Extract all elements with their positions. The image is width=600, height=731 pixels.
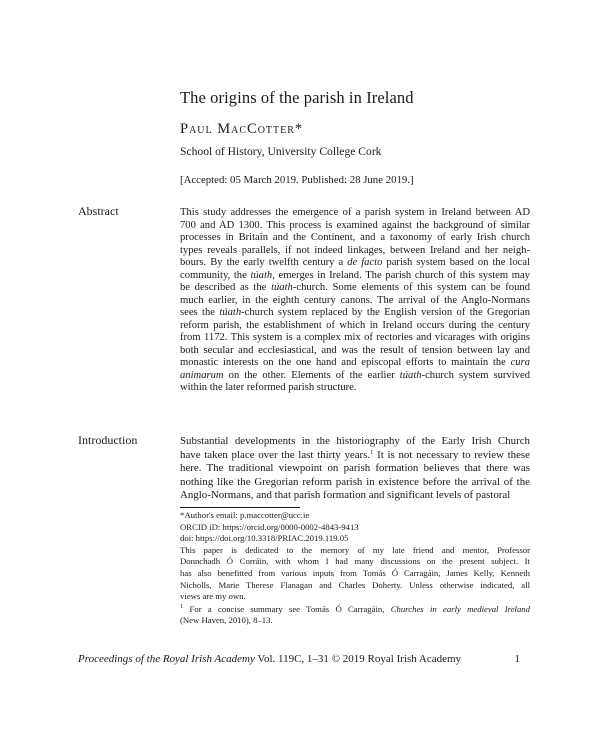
abstract-heading: Abstract (78, 204, 119, 218)
journal-name: Proceedings of the Royal Irish Academy (78, 653, 255, 665)
italic-term: túath (219, 307, 242, 318)
introduction-heading: Introduction (78, 433, 138, 447)
journal-citation: Vol. 119C, 1–31 © 2019 Royal Irish Academy (254, 653, 462, 665)
footnote-divider (180, 507, 300, 508)
introduction-text (180, 435, 530, 503)
text-line (180, 449, 530, 463)
text-run: It is not necessary to review these (373, 448, 531, 461)
footnote-1-title: Churches in early medieval Ireland (390, 603, 530, 614)
text-line: here. The traditional viewpoint on parish formation believes that there was (180, 462, 530, 475)
text-line: reform parish, the establishment of which in Ireland occurs during the century (180, 319, 530, 331)
text-line: Substantial developments in the historiography of the Early Irish Church (180, 435, 530, 447)
article-title: The origins of the parish in Ireland (180, 88, 414, 107)
text-line: much earlier, in the eighth century canons. The arrival of the Anglo-Normans (180, 294, 530, 306)
dedication-note (180, 545, 530, 603)
footnote-1-continued: (New Haven, 2010), 8–13. (180, 615, 273, 626)
italic-term: animarum (180, 369, 224, 381)
text-line: has also benefitted from various inputs from Tomás Ó Carragáin, James Kelly, Kenneth (180, 567, 530, 578)
text-run: have taken place over the last thirty years. (180, 448, 371, 461)
text-line (180, 282, 530, 295)
text-run: community, the (180, 269, 251, 281)
text-line (180, 357, 530, 370)
text-line: nothing like the Gregorian reform parish in existence before the arrival of the (180, 475, 530, 488)
text-run: -church system survived (421, 369, 530, 381)
italic-term: túath (250, 269, 273, 281)
text-line: views are my own. (180, 591, 246, 602)
text-line (180, 257, 530, 270)
author-email-note: *Author's email: p.maccotter@ucc.ie (180, 510, 310, 520)
text-run: parish system based on the local (382, 257, 531, 268)
text-line: This paper is dedicated to the memory of my late friend and mentor, Professor (180, 544, 530, 555)
text-run: -church system replaced by the English version of the Gregorian (241, 307, 531, 318)
text-line: Donnchadh Ó Corráin, with whom I had many discussions on the present subject. It (180, 556, 530, 567)
text-line: This study addresses the emergence of a parish system in Ireland between AD (180, 207, 530, 218)
text-run: bours. By the early twelfth century a (180, 257, 348, 268)
italic-term: túath (399, 369, 422, 381)
footnote-1 (180, 604, 530, 616)
text-run: sees the (180, 307, 220, 318)
text-run: -church. Some elements of this system can be found (292, 282, 530, 293)
text-line: 700 and AD 1300. This process is examined against the background of similar (180, 219, 530, 231)
text-line: from 1172. This system is a complex mix of rectories and vicarages with origins (180, 332, 530, 343)
text-line: both secular and ecclesiastical, and was the result of tension between lay and (180, 344, 530, 356)
text-line: processes in Britain and the Continent, and a taxonomy of early Irish church (180, 232, 530, 243)
text-line (180, 370, 530, 383)
text-run: , emerges in Ireland. The parish church of this system may (272, 269, 530, 281)
footnote-ref: 1 (370, 448, 374, 456)
doi-note[interactable]: doi: https://doi.org/10.3318/PRIAC.2019.119.05 (180, 533, 349, 544)
footnotes (180, 510, 530, 627)
text-line: within the later reformed parish structure. (180, 382, 357, 393)
footnote-1-marker: 1 (180, 602, 184, 610)
italic-term: túath (271, 282, 293, 293)
text-line (180, 307, 530, 320)
text-line: Nicholls, Marie Therese Flanagan and Charles Doherty. Unless otherwise indicated, all (180, 579, 530, 590)
italic-term: de facto (347, 257, 383, 268)
text-line (180, 270, 530, 283)
italic-term: cura (510, 357, 530, 368)
orcid-note[interactable]: ORCID iD: https://orcid.org/0000-0002-4843-9413 (180, 521, 359, 532)
abstract-text (180, 207, 530, 395)
author-affiliation: School of History, University College Cork (180, 145, 382, 158)
text-run: on the other. Elements of the earlier (223, 369, 400, 381)
text-line: Anglo-Normans, and that parish formation and significant levels of pastoral (180, 489, 511, 502)
text-line: types reveals parallels, if not indeed linkages, between Ireland and her neigh- (180, 244, 530, 256)
text-run: monastic interests on the one hand and episcopal efforts to maintain the (180, 357, 511, 368)
page-footer (78, 653, 520, 665)
footnote-1-text: For a concise summary see Tomás Ó Carragáin, (189, 603, 391, 614)
page-number: 1 (514, 653, 520, 665)
author-name: Paul MacCotter* (180, 121, 304, 137)
publication-dates: [Accepted: 05 March 2019. Published: 28 June 2019.] (180, 174, 414, 186)
text-run: be described as the (180, 282, 272, 293)
